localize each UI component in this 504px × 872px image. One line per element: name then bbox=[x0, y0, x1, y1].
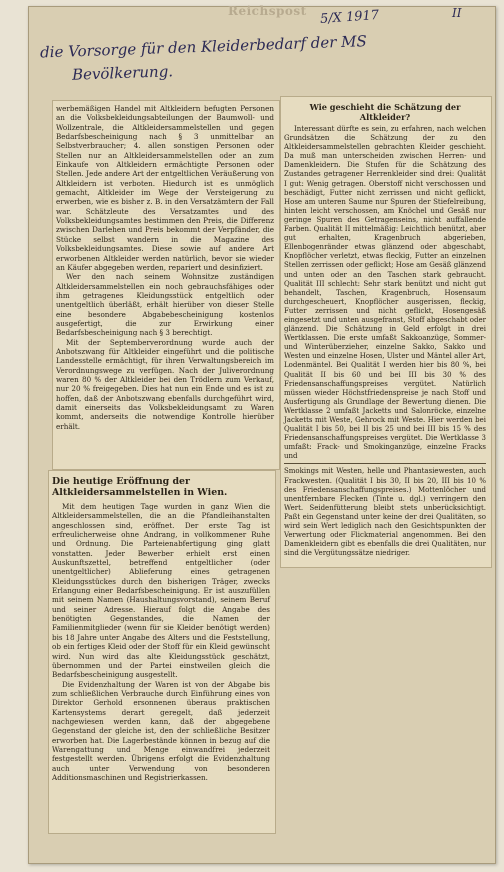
page-number: II bbox=[452, 6, 462, 20]
handwritten-date: 5/X 1917 bbox=[319, 7, 380, 28]
paragraph: Die Evidenzhaltung der Waren ist von der Abgabe bis zum schließlichen Verbrauche durch Einführung eines von Direktor Gerhold ersonnenen überaus praktischen Kartensystems derart geregelt, daß jederzeit nachgewiesen werden kann, daß der abgegebene Gegenstand der gleiche ist, den der schließliche Besitzer erworben hat. Die Lagerbestände können in bezug auf die Warengattung und Menge einwandfrei jederzeit festgestellt werden. Übrigens erfolgt die Evidenzhaltung auch unter Verwendung von besonderen Additionsmaschinen und Registrierkassen. bbox=[52, 679, 270, 782]
paragraph: werbemäßigen Handel mit Altkleidern befugten Personen an die Volksbekleidungsabteilungen der Baumwoll- und Wollzentrale, die Altkleidersammelstellen und gegen Bedarfsbescheinigung nach § 3 unmittelbar an Selbstverbraucher; 4. allen sonstigen Personen oder Stellen nur an Altkleidersammelstellen oder an zum Einkaufe von Altkleidern ermächtigte Personen oder Stellen. Jede andere Art der entgeltlichen Veräußerung von Altkleidern ist verboten. Hiedurch ist es unmöglich gemacht, Altkleider im Wege der Versteigerung zu erwerben, wie es bisher z. B. in den Versatzämtern der Fall war. Schätzleute des Versatzamtes und des Volksbekleidungsamtes bestimmen den Preis, die Differenz zwischen Darlehen und Preis bekommt der Verpfänder, die Stücke selbst wandern in die Magazine des Volksbekleidungsamtes. Diese sowie auf andere Art erworbenen Altkleider werden natürlich, bevor sie wieder an Käufer abgegeben werden, repariert und desinfiziert. bbox=[56, 104, 274, 272]
paragraph: Mit der Septemberverordnung wurde auch der Anbotszwang für Altkleider eingeführt und die politische Landesstelle ermächtigt, für ihren Verwaltungsbereich im Verordnungswege zu verfügen. Nach der Juliverordnung waren 80 % der Altkleider bei den Trödlern zum Verkauf, nur 20 % freigegeben. Dies hat nun ein Ende und es ist zu hoffen, daß der Anbotszwang ebenfalls durchgeführt wird, damit einerseits das Volksbekleidungsamt zu Waren kommt, anderseits die notwendige Kontrolle hierüber erhält. bbox=[56, 337, 274, 431]
article-column-left-bottom bbox=[52, 474, 270, 782]
article-column-right bbox=[284, 100, 486, 558]
newspaper-stamp: Reichspost bbox=[228, 4, 307, 18]
handwritten-note-line2: Bevölkerung. bbox=[71, 62, 174, 84]
handwritten-note-line1: die Vorsorge für den Kleiderbedarf der MS bbox=[39, 32, 368, 62]
paragraph: Smokings mit Westen, helle und Phantasiewesten, auch Frackwesten. (Qualität I bis 30, II bis 20, III bis 10 % des Friedensanschaffungspreises.) Mottenlöcher und unentfernbare Flecken (Tinte u. dgl.) verringern den Wert. Seidenfütterung bleibt stets unberücksichtigt. Paßt ein Gegenstand unter keine der drei Qualitäten, so wird sein Wert lediglich nach den Gesichtspunkten der Verwertung oder Flickmaterial angenommen. Bei den Damenkleidern gibt es ebenfalls die drei Qualitäten, nur sind die Vergütungssätze niedriger. bbox=[284, 467, 486, 558]
article-column-left-top bbox=[56, 104, 274, 431]
article-heading: Wie geschieht die Schätzung der Altkleider? bbox=[309, 102, 461, 122]
paragraph: Wer den nach seinem Wohnsitze zuständigen Altkleidersammelstellen ein noch gebrauchsfähiges oder ihm getragenes Kleidungsstück entgeltlich oder unentgeltlich überläßt, erhält hierüber von dieser Stelle eine besondere Abgabebescheinigung kostenlos ausgefertigt, die zur Erwirkung einer Bedarfsbescheinigung nach § 3 berechtigt. bbox=[56, 272, 274, 338]
paragraph: Interessant dürfte es sein, zu erfahren, nach welchen Grundsätzen die Schätzung der zu den Altkleidersammelstellen gebrachten Kleider geschieht. Da muß man unterscheiden zwischen Herren- und Damenkleidern. Die Stufen für die Schätzung des Zustandes getragener Herrenkleider sind drei: Qualität I gut: Wenig getragen. Oberstoff nicht verschossen und beschädigt, Futter nicht zerrissen und nicht geflickt, Hose am unteren Saume nur Spuren der Stiefelreibung, hinten leicht verschossen, am Knöchel und Gesäß nur geringe Spuren des Getragenseins, nicht auffallende Farben. Qualität II mittelmäßig: Leichtlich benützt, aber gut erhalten, Kragenbruch abgerieben, Ellenbogenränder etwas glänzend oder abgeschabt, Knopflöcher verletzt, etwas fleckig, Futter an einzelnen Stellen zerrissen oder geflickt; Hose am Gesäß glänzend und unten oder an den Taschen stark gebraucht. Qualität III schlecht: Sehr stark benützt und nicht gut behandelt, Taschen, Kragenbruch, Hosensaum durchgescheuert, Knopflöcher ausgerissen, fleckig, Futter zerrissen und nicht geflickt, Hosengesäß eingesetzt und unten ausgefranst, Stoff abgeschabt oder glänzend. Die Schätzung in Geld erfolgt in drei Wertklassen. Die erste umfaßt Sakkoanzüge, Sommer- und Winterüberzieher, einzelne Sakko, Sakko und Westen und einzelne Hosen, Ulster und Mäntel aller Art, Lodenmäntel. Bei Qualität I werden hier bis 80 %, bei Qualität II bis 60 und bei III bis 30 % des Friedensanschaffungspreises vergütet. Natürlich müssen wieder Höchstfriedenspreise je nach Stoff und Ausfertigung als Grundlage der Bewertung dienen. Die Wertklasse 2 umfaßt Jacketts und Salonröcke, einzelne Jacketts mit Weste, Gehrock mit Weste. Hier werden bei Qualität I bis 50, bei II bis 25 und bei III bis 15 % des Friedensanschaffungspreises vergütet. Die Wertklasse 3 umfaßt: Frack- und Smokinganzüge, einzelne Fracks und bbox=[284, 125, 486, 461]
divider bbox=[284, 463, 486, 464]
paragraph: Mit dem heutigen Tage wurden in ganz Wien die Altkleidersammelstellen, die an die Pfandleihanstalten angeschlossen sind, eröffnet. Der erste Tag ist erfreulicherweise ohne Andrang, in vollkommener Ruhe und Ordnung. Die Parteienabfertigung ging glatt vonstatten. Jeder Bewerber erhielt erst einen Auskunftszettel, betreffend entgeltlicher (oder unentgeltlicher) Ablieferung eines getragenen Kleidungsstückes durch den bisherigen Träger, zwecks Erlangung einer Bedarfsbescheinigung. Er ist auszufüllen mit seinem Namen (Haushaltungsvorstand), seinem Beruf und seiner Adresse. Hierauf folgt die Angabe des benötigten Gegenstandes, die Namen der Familienmitglieder (wenn für sie Kleider benötigt werden) bis 18 Jahre unter Angabe des Alters und die Feststellung, ob ein fertiges Kleid oder der Stoff für ein Kleid gewünscht wird. Nun wird das alte Kleidungsstück geschätzt, übernommen und der Partei einstweilen gleich die Bedarfsbescheinigung ausgestellt. bbox=[52, 502, 270, 680]
article-heading: Die heutige Eröffnung der Altkleidersammelstellen in Wien. bbox=[52, 476, 228, 498]
